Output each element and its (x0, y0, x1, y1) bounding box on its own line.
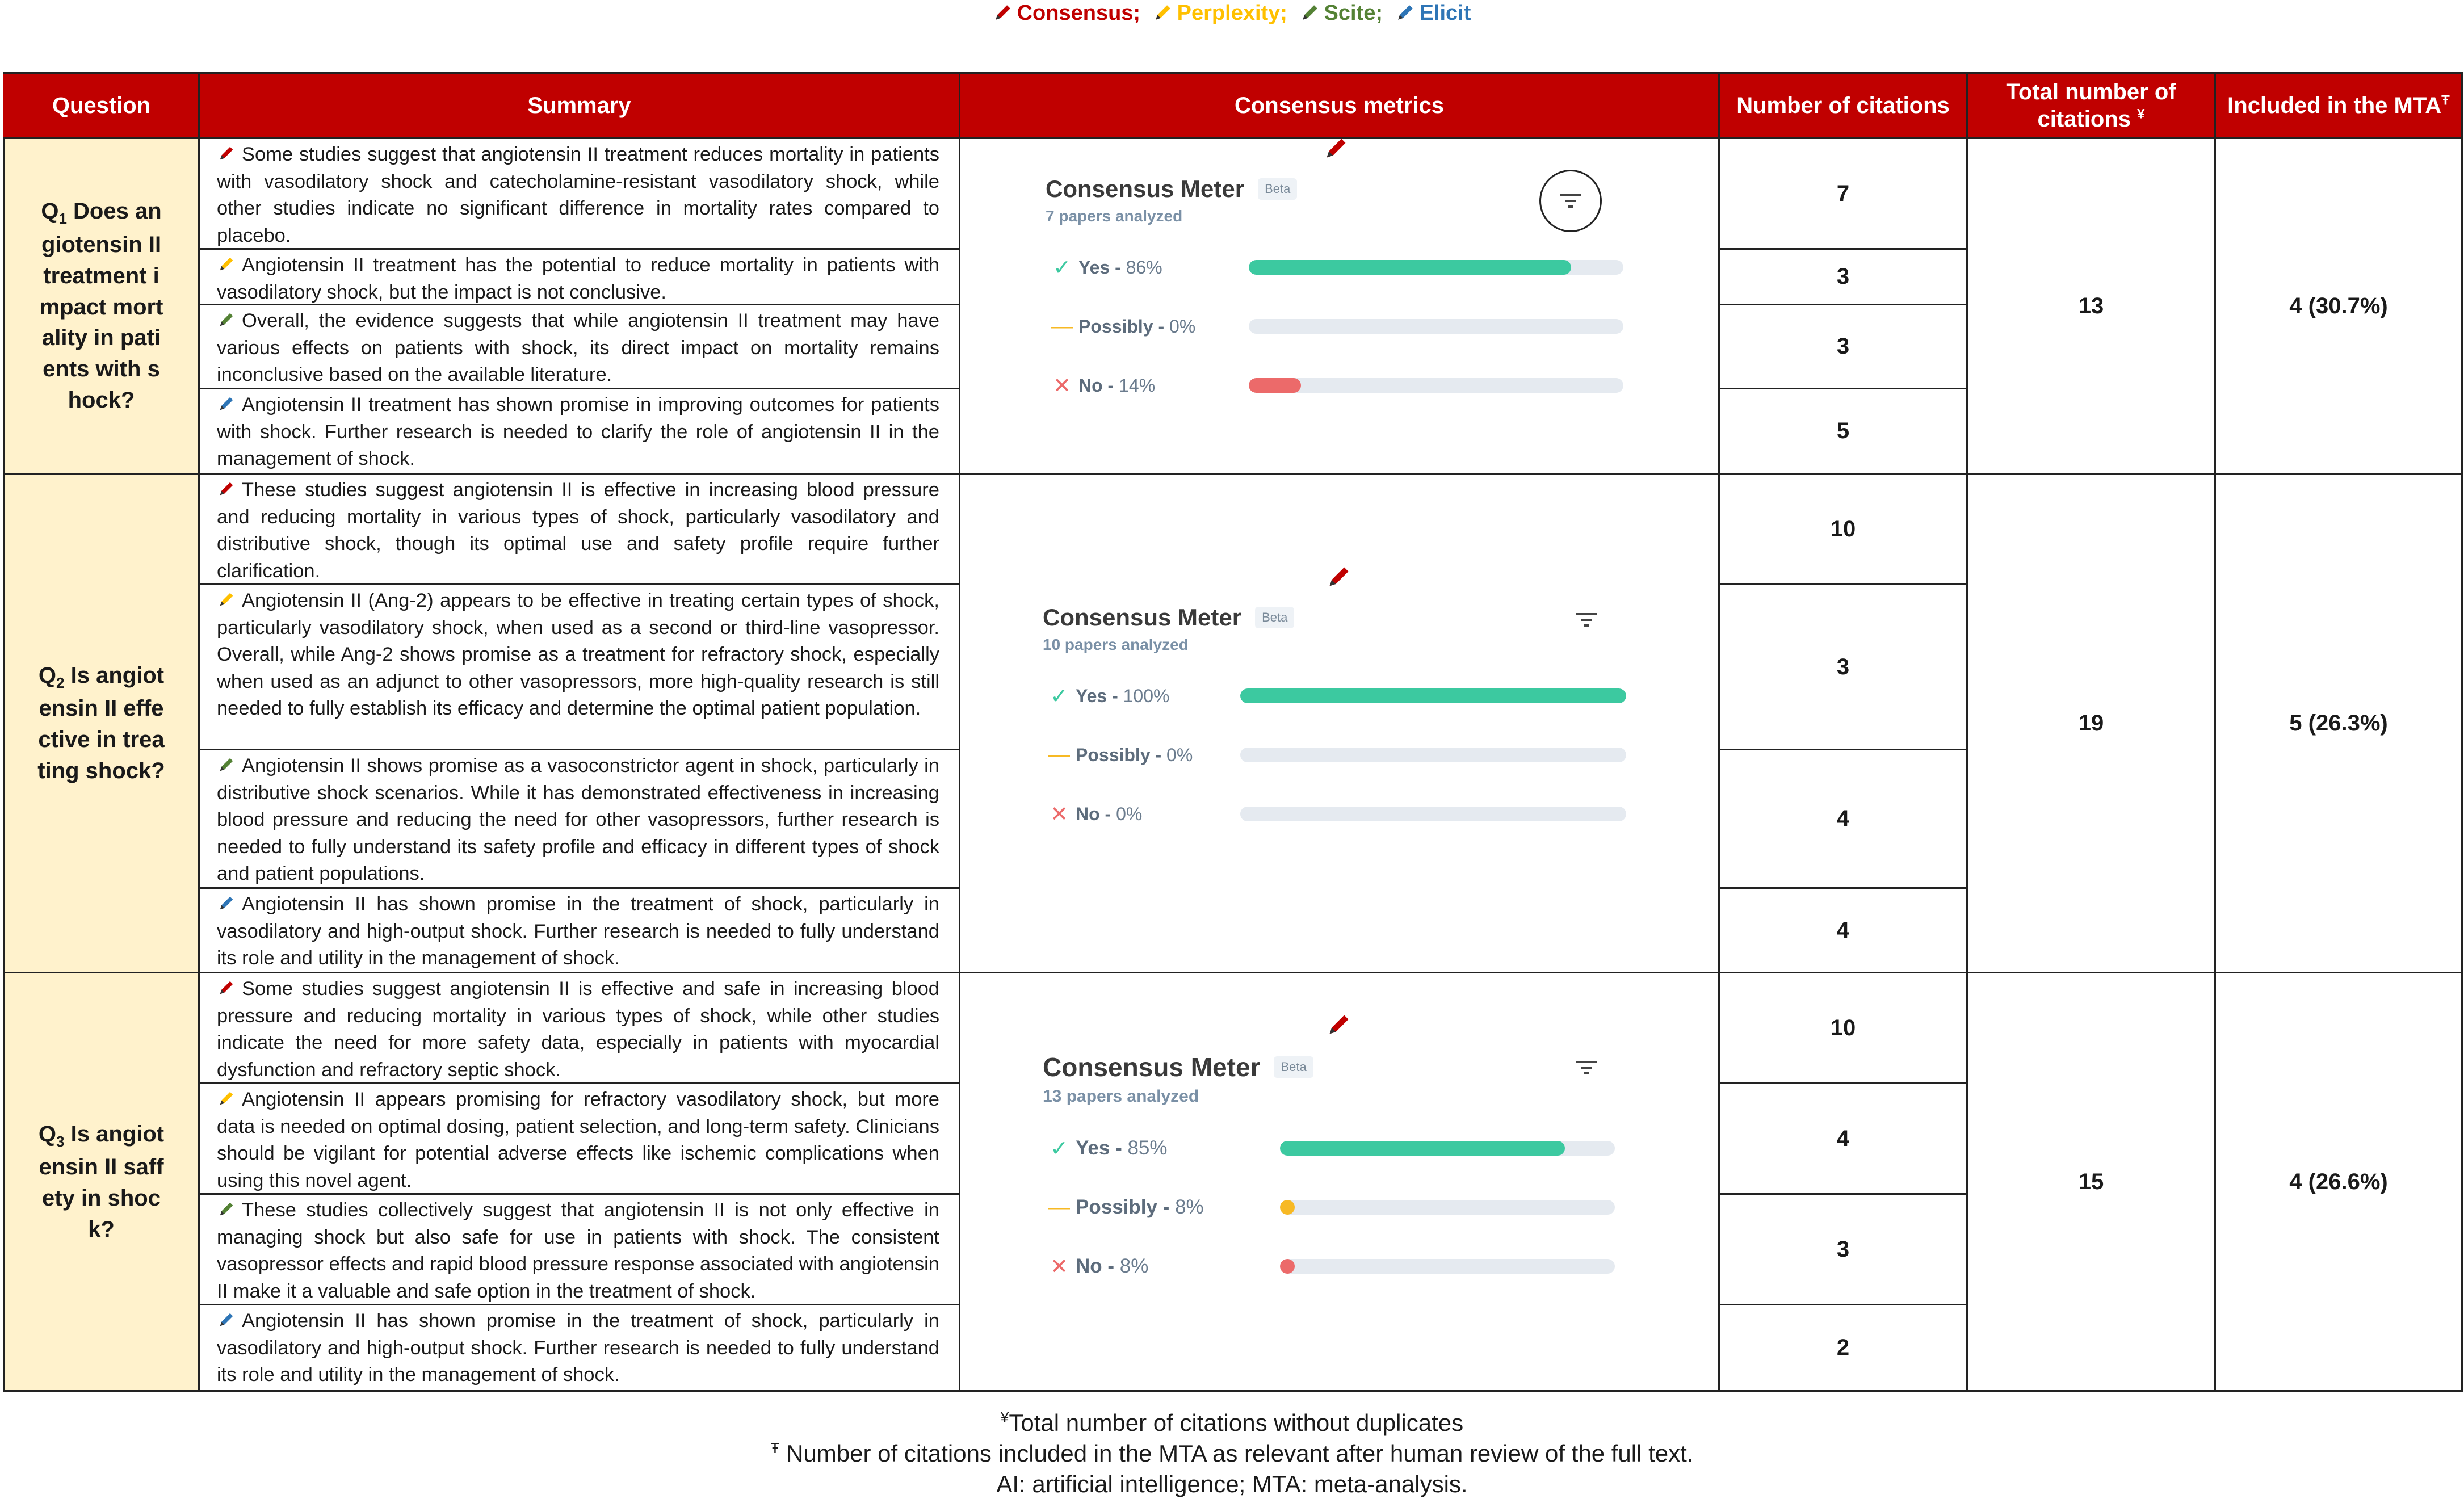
tool-legend (0, 1, 2464, 26)
pen-icon (217, 895, 236, 912)
pen-icon (217, 311, 236, 328)
consensus-meter (1043, 604, 1667, 831)
question-cell: $Q_3$ Is angiotensin II saffety in shock? (4, 973, 199, 1391)
pen-icon (1327, 1012, 1351, 1037)
citation-count: 3 (1720, 1195, 1966, 1305)
cross-icon: ✕ (1053, 373, 1071, 398)
pen-icon (217, 255, 236, 272)
meter-fill (1249, 260, 1571, 275)
summary-consensus: Some studies suggest that angiotensin II treatment reduces mortality in patients with vasodilatory shock and catecholamine-resistant vasodilatory shock, while other studies indicate no significant difference in mortality rates compared to placebo. (200, 139, 959, 250)
summary-perplexity: Angiotensin II (Ang-2) appears to be effective in treating certain types of shock, particularly vasodilatory shock, when used as a second or third-line vasopressor. Overall, while Ang-2 shows promise as a treatment for refractory shock, especially when used as an adjunct to other vasopressors, more high-quality research is still needed to fully establish its efficacy and determine the optimal patient population. (200, 585, 959, 750)
summary-scite: These studies collectively suggest that angiotensin II is not only effective in managing shock but also safe for use in patients with shock. The consistent vasopressor effects and rapid blood pressure response associated with angiotensin II make it a valuable and safe option in the treatment of shock. (200, 1195, 959, 1305)
meter-title: Consensus Meter (1043, 604, 1242, 631)
summary-cell (199, 973, 960, 1391)
included-mta: 4 (30.7%) (2215, 138, 2462, 474)
citation-count: 10 (1720, 973, 1966, 1084)
meter-possibly-row: — Possibly - 8% (1043, 1190, 1667, 1224)
pen-icon (217, 480, 236, 497)
included-mta: 5 (26.3%) (2215, 474, 2462, 973)
meter-no-row: ✕ No - 8% (1043, 1249, 1667, 1283)
filter-icon[interactable] (1574, 1057, 1599, 1081)
comparison-table (3, 72, 2463, 1392)
table-row (4, 138, 2462, 474)
citation-count: 5 (1836, 418, 1850, 443)
header-number-citations: Number of citations (1719, 73, 1967, 138)
pen-icon (217, 1311, 236, 1328)
total-citations: 19 (1967, 474, 2215, 973)
header-row (4, 73, 2462, 138)
summary-elicit: Angiotensin II treatment has shown promise in improving outcomes for patients with shock. Further research is needed to clarify the role of angiotensin II in the management of shock. (217, 394, 939, 470)
citation-count: 3 (1720, 250, 1966, 305)
papers-analyzed: 13 papers analyzed (1043, 1087, 1199, 1106)
beta-badge: Beta (1255, 607, 1294, 628)
filter-icon[interactable] (1574, 610, 1599, 633)
consensus-meter (1046, 175, 1670, 402)
pen-icon (1324, 136, 1349, 161)
meter-no-row: ✕ No - 0% (1043, 797, 1667, 831)
check-icon: ✓ (1053, 255, 1071, 280)
header-total-citations: Total number of citations ¥ (1967, 73, 2215, 138)
summary-cell (199, 474, 960, 973)
citation-count: 3 (1720, 585, 1966, 750)
meter-possibly-row: — Possibly - 0% (1046, 309, 1670, 343)
check-icon: ✓ (1050, 1136, 1068, 1161)
summary-cell (199, 138, 960, 474)
meter-fill (1280, 1141, 1565, 1156)
dash-icon: — (1048, 1195, 1070, 1219)
dash-icon: — (1051, 314, 1073, 338)
legend-scite: Scite; (1300, 1, 1383, 26)
summary-consensus: These studies suggest angiotensin II is effective in increasing blood pressure and reducing mortality in various types of shock, particularly vasodilatory and distributive shock, though its optimal use and safety profile require further clarification. (200, 475, 959, 585)
included-mta: 4 (26.6%) (2215, 973, 2462, 1391)
pen-icon (217, 1200, 236, 1217)
consensus-meter (1043, 1052, 1667, 1283)
pen-icon (1396, 3, 1415, 22)
meter-fill (1280, 1259, 1295, 1274)
pen-icon (1327, 564, 1351, 589)
pen-icon (217, 1090, 236, 1107)
consensus-meter-cell (960, 138, 1719, 474)
citation-count: 7 (1720, 139, 1966, 250)
meter-fill (1280, 1200, 1295, 1215)
question-cell: $Q_2$ Is angiotensin II effective in treating shock? (4, 474, 199, 973)
citation-count: 10 (1720, 475, 1966, 585)
citation-count: 3 (1720, 305, 1966, 389)
legend-consensus: Consensus; (993, 1, 1140, 26)
meter-yes-row: ✓ Yes - 86% (1046, 250, 1670, 284)
pen-icon (1300, 3, 1320, 22)
meter-possibly-row: — Possibly - 0% (1043, 738, 1667, 772)
header-question: Question (4, 73, 199, 138)
legend-perplexity: Perplexity; (1153, 1, 1287, 26)
meter-fill (1240, 688, 1626, 703)
citation-count: 4 (1836, 917, 1850, 943)
pen-icon (217, 756, 236, 773)
beta-badge: Beta (1258, 178, 1297, 200)
header-summary: Summary (199, 73, 960, 138)
footnote-total: ¥Total number of citations without duplicates (1000, 1409, 1464, 1436)
meter-fill (1249, 378, 1301, 393)
table-row (4, 973, 2462, 1391)
summary-perplexity: Angiotensin II treatment has the potential to reduce mortality in patients with vasodilatory shock, but the impact is not conclusive. (200, 250, 959, 305)
question-cell: $Q_1$ Does angiotensin II treatment impact mortality in patients with shock? (4, 138, 199, 474)
beta-badge: Beta (1274, 1056, 1313, 1078)
summary-scite: Overall, the evidence suggests that while angiotensin II treatment may have various effects on patients with shock, its direct impact on mortality remains inconclusive based on the available literature. (200, 305, 959, 389)
legend-elicit: Elicit (1396, 1, 1471, 26)
consensus-meter-cell (960, 973, 1719, 1391)
header-consensus-metrics: Consensus metrics (960, 73, 1719, 138)
citations-cell (1719, 973, 1967, 1391)
pen-icon (217, 979, 236, 996)
header-included-mta: Included in the $MTA^Ŧ$ (2215, 73, 2462, 138)
check-icon: ✓ (1050, 684, 1068, 708)
summary-elicit: Angiotensin II has shown promise in the treatment of shock, particularly in vasodilatory and high-output shock. Further research is needed to fully understand its role and utility in the management of shock. (217, 893, 939, 969)
cross-icon: ✕ (1050, 1254, 1068, 1279)
footnote-abbreviations: AI: artificial intelligence; MTA: meta-analysis. (996, 1470, 1468, 1497)
papers-analyzed: 10 papers analyzed (1043, 636, 1189, 653)
summary-elicit: Angiotensin II has shown promise in the treatment of shock, particularly in vasodilatory and high-output shock. Further research is needed to fully understand its role and utility in the management of shock. (217, 1310, 939, 1386)
pen-icon (217, 395, 236, 412)
papers-analyzed: 7 papers analyzed (1046, 207, 1183, 225)
total-citations: 15 (1967, 973, 2215, 1391)
meter-yes-row: ✓ Yes - 100% (1043, 679, 1667, 713)
meter-title: Consensus Meter (1046, 175, 1245, 202)
consensus-meter-cell (960, 474, 1719, 973)
pen-icon (217, 145, 236, 162)
citations-cell (1719, 138, 1967, 474)
summary-consensus: Some studies suggest angiotensin II is effective and safe in increasing blood pressure and reducing mortality in various types of shock, while other studies indicate the need for more safety data, especially in patients with myocardial dysfunction and refractory septic shock. (200, 973, 959, 1084)
table-row (4, 474, 2462, 973)
total-citations: 13 (1967, 138, 2215, 474)
meter-title: Consensus Meter (1043, 1052, 1261, 1082)
summary-perplexity: Angiotensin II appears promising for refractory vasodilatory shock, but more data is needed on optimal dosing, patient selection, and long-term safety. Clinicians should be vigilant for potential adverse effects like ischemic complications when using this novel agent. (200, 1084, 959, 1195)
pen-icon (993, 3, 1013, 22)
pen-icon (1153, 3, 1173, 22)
pen-icon (217, 591, 236, 608)
meter-no-row: ✕ No - 14% (1046, 368, 1670, 402)
citation-count: 4 (1720, 750, 1966, 889)
footnote-included: $^Ŧ$ Number of citations included in the MTA as relevant after human review of the full text. (770, 1439, 1694, 1467)
meter-yes-row: ✓ Yes - 85% (1043, 1131, 1667, 1165)
citations-cell (1719, 474, 1967, 973)
cross-icon: ✕ (1050, 802, 1068, 826)
dash-icon: — (1048, 742, 1070, 767)
footnotes (0, 1408, 2464, 1499)
summary-scite: Angiotensin II shows promise as a vasoconstrictor agent in shock, particularly in distributive shock scenarios. While it has demonstrated effectiveness in increasing blood pressure and reducing the need for other vasopressors, further research is needed to fully understand its safety profile and efficacy in different types of shock and patient populations. (200, 750, 959, 889)
citation-count: 4 (1720, 1084, 1966, 1195)
citation-count: 2 (1836, 1335, 1850, 1360)
filter-icon[interactable] (1539, 170, 1602, 232)
